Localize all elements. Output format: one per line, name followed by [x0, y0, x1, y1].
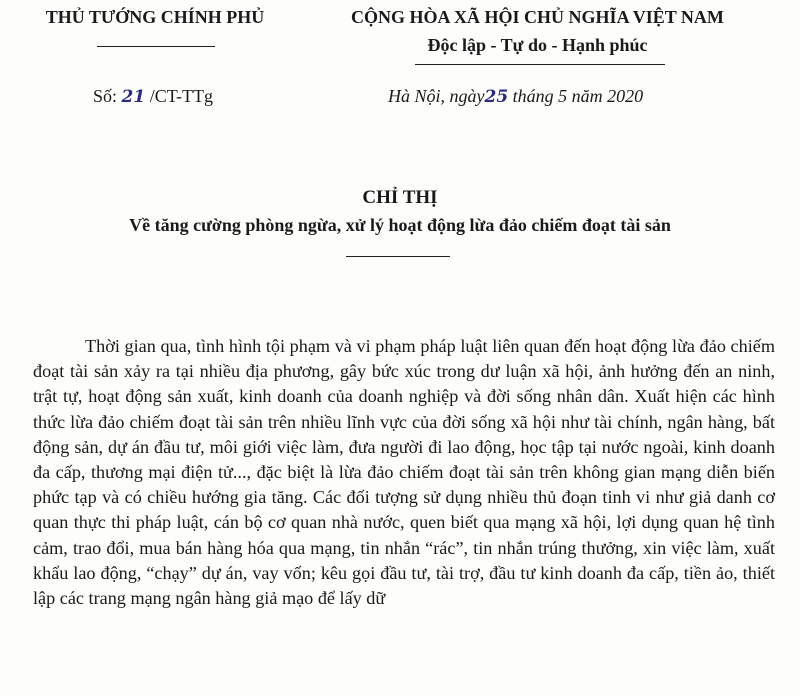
title-underline [346, 256, 450, 257]
date-month-year: tháng 5 năm 2020 [512, 86, 644, 106]
doc-number-handwritten: 21 [121, 87, 146, 107]
doc-number-prefix: Số: [93, 86, 118, 106]
document-subtitle: Về tăng cường phòng ngừa, xử lý hoạt động lừa đảo chiếm đoạt tài sản [129, 215, 671, 235]
motto-underline [415, 64, 665, 65]
doc-number-suffix: /CT-TTg [149, 86, 214, 106]
body-paragraph: Thời gian qua, tình hình tội phạm và vi phạm pháp luật liên quan đến hoạt động lừa đảo chiếm đoạt tài sản xảy ra tại nhiều địa phương, gây bức xúc trong dư luận xã hội, ảnh hưởng đến an ninh, trật tự, hoạt động sản xuất, kinh doanh của doanh nghiệp và đời sống nhân dân. Xuất hiện các hình thức lừa đảo chiếm đoạt tài sản trên nhiều lĩnh vực của đời sống xã hội như tài chính, ngân hàng, bất động sản, dự án đầu tư, môi giới việc làm, đưa người đi lao động, học tập tại nước ngoài, kinh doanh đa cấp, thương mại điện tử..., đặc biệt là lừa đảo chiếm đoạt tài sản trên không gian mạng diễn biến phức tạp và có chiều hướng gia tăng. Các đối tượng sử dụng nhiều thủ đoạn tinh vi như giả danh cơ quan thực thi pháp luật, cán bộ cơ quan nhà nước, quen biết qua mạng xã hội, lợi dụng quan hệ tình cảm, trao đổi, mua bán hàng hóa qua mạng, tin nhắn “rác”, tin nhắn trúng thưởng, xin việc làm, xuất khẩu lao động, “chạy” dự án, vay vốn; kêu gọi đầu tư, tài trợ, đầu tư kinh doanh đa cấp, tiền ảo, thiết lập các trang mạng ngân hàng giả mạo để lấy dữ [33, 336, 775, 609]
date-place-prefix: Hà Nội, ngày [388, 86, 485, 106]
nation-name: CỘNG HÒA XÃ HỘI CHỦ NGHĨA VIỆT NAM [351, 7, 724, 27]
document-number [93, 84, 213, 109]
agency-underline [97, 46, 215, 47]
national-motto: Độc lập - Tự do - Hạnh phúc [427, 35, 648, 55]
date-day-handwritten: 25 [484, 87, 509, 107]
document-title: CHỈ THỊ [362, 187, 438, 208]
national-header [300, 4, 775, 58]
issuing-agency: THỦ TƯỚNG CHÍNH PHỦ [45, 7, 265, 27]
issue-date [388, 84, 643, 109]
